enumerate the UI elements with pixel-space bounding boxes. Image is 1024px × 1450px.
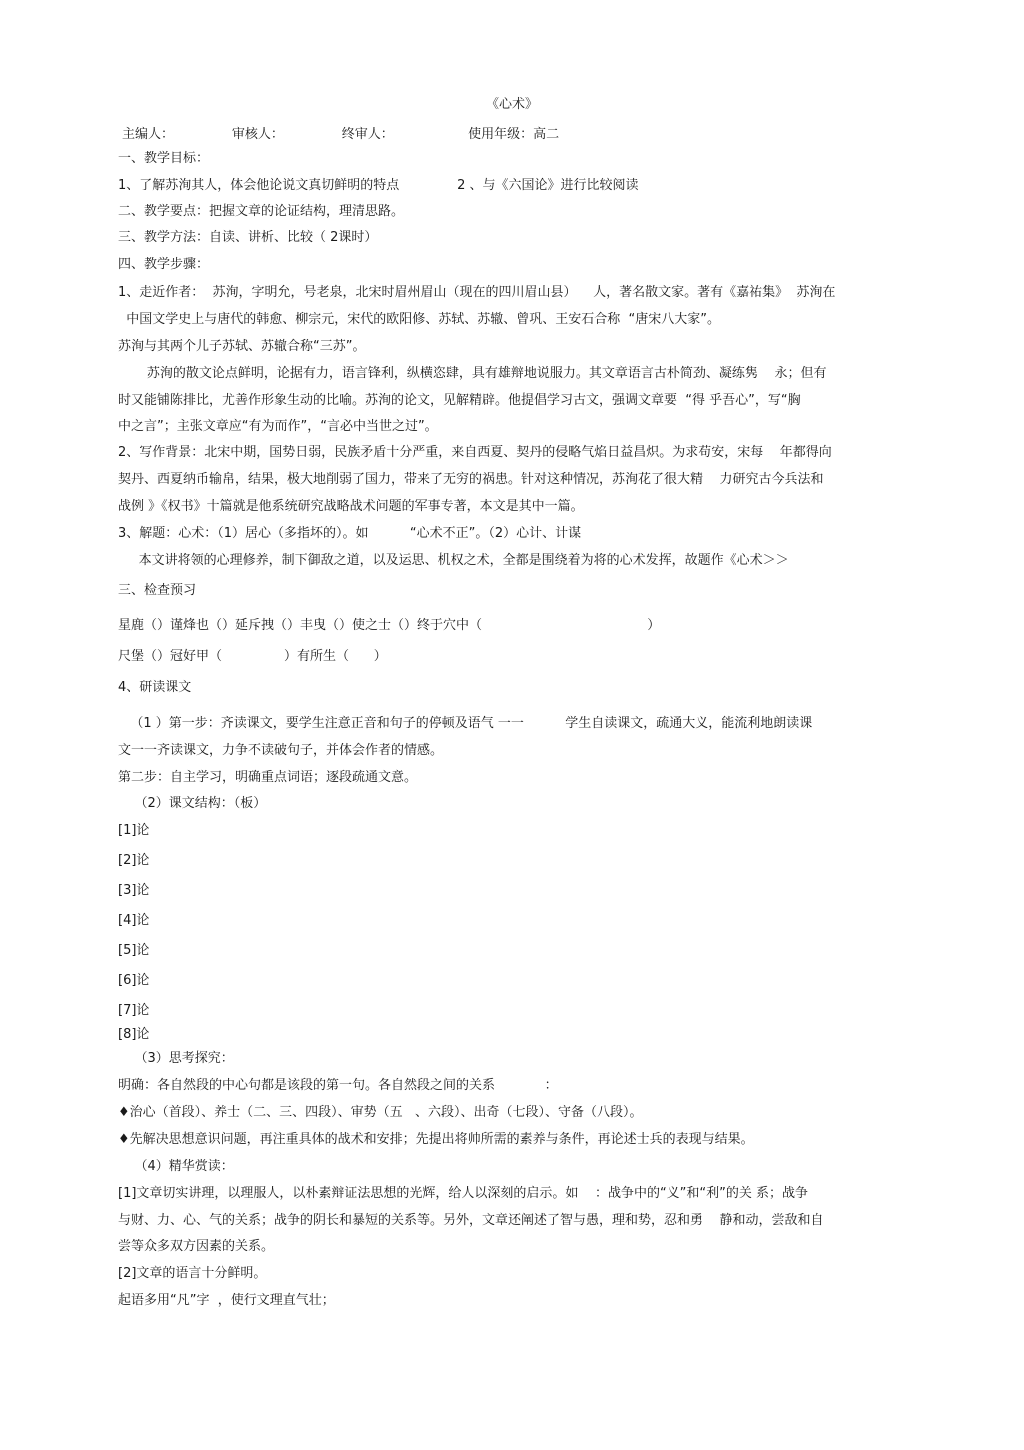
text-line: （1 ）第一步：齐读课文，要学生注意正音和句子的停顿及语气 一一 学生自读课文，疏通大义，能流利地朗读课 bbox=[118, 716, 813, 731]
text-line: [1]文章切实讲理，以理服人，以朴素辩证法思想的光辉，给人以深刻的启示。如 ：战争中的“义”和“利”的关 系；战争 bbox=[118, 1186, 809, 1201]
text-line: 4、研读课文 bbox=[118, 680, 192, 695]
text-line: [4]论 bbox=[118, 913, 150, 928]
text-line: 三、检查预习 bbox=[118, 583, 197, 598]
text-line: （4）精华赏读： bbox=[118, 1159, 234, 1174]
text-line: [6]论 bbox=[118, 973, 150, 988]
header-line: 主编人： 审核人： 终审人： 使用年级：高二 bbox=[122, 127, 560, 142]
text-line: （2）课文结构：（板） bbox=[118, 796, 267, 811]
text-line: [3]论 bbox=[118, 883, 150, 898]
text-line: 中国文学史上与唐代的韩愈、柳宗元，宋代的欧阳修、苏轼、苏辙、曾巩、王安石合称 “唐宋八大家”。 bbox=[118, 312, 720, 327]
text-line: 起语多用“凡”字 ，使行文理直气壮； bbox=[118, 1293, 335, 1308]
text-line: 与财、力、心、气的关系；战争的阴长和暴短的关系等。另外，文章还阐述了智与愚，理和势，忍和勇 静和动，尝敌和自 bbox=[118, 1213, 824, 1228]
text-line: 本文讲将领的心理修养，制下御敌之道，以及运思、机权之术，全都是围绕着为将的心术发挥，故题作《心术＞＞ bbox=[118, 553, 789, 568]
text-line: [7]论 bbox=[118, 1003, 150, 1018]
text-line: 星鹿（）谨烽也（）延斥拽（）丰曳（）使之士（）终于穴中（ ） bbox=[118, 618, 661, 633]
text-line: 三、教学方法：自读、讲析、比较（ 2课时） bbox=[118, 230, 378, 245]
text-line: 四、教学步骤： bbox=[118, 257, 210, 272]
text-line: 2、写作背景：北宋中期，国势日弱，民族矛盾十分严重，来自西夏、契丹的侵略气焰日益昌炽。为求苟安，宋每 年都得向 bbox=[118, 445, 832, 460]
text-line: ♦先解决思想意识问题，再注重具体的战术和安排；先提出将帅所需的素养与条件，再论述士兵的表现与结果。 bbox=[118, 1132, 754, 1147]
text-line: 时又能铺陈排比，尤善作形象生动的比喻。苏洵的论文，见解精辟。他提倡学习古文，强调文章要 “得 乎吾心”，写“胸 bbox=[118, 393, 801, 408]
text-line: [1]论 bbox=[118, 823, 150, 838]
document-title: 《心术》 bbox=[485, 97, 538, 112]
text-line: 尝等众多双方因素的关系。 bbox=[118, 1239, 275, 1254]
text-line: ♦治心（首段）、养士（二、三、四段）、审势（五 、六段）、出奇（七段）、守备（八段）。 bbox=[118, 1105, 643, 1120]
text-line: 苏洵的散文论点鲜明，论据有力，语言锋利，纵横恣肆，具有雄辩地说服力。其文章语言古朴简劲、凝练隽 永；但有 bbox=[118, 366, 827, 381]
text-line: 二、教学要点：把握文章的论证结构，理清思路。 bbox=[118, 204, 405, 219]
text-line: 1、走近作者： 苏洵，字明允，号老泉，北宋时眉州眉山（现在的四川眉山县） 人，著名散文家。著有《嘉祐集》 苏洵在 bbox=[118, 285, 836, 300]
text-line: （3）思考探究： bbox=[118, 1051, 234, 1066]
text-line: [8]论 bbox=[118, 1027, 150, 1042]
text-line: 战例 》《权书》十篇就是他系统研究战略战术问题的军事专著，本文是其中一篇。 bbox=[118, 499, 584, 514]
text-line: 中之言”；主张文章应“有为而作”，“言必中当世之过”。 bbox=[118, 419, 438, 434]
text-line: 契丹、西夏纳币输帛，结果，极大地削弱了国力，带来了无穷的祸患。针对这种情况，苏洵花了很大精 力研究古今兵法和 bbox=[118, 472, 824, 487]
text-line: 苏洵与其两个儿子苏轼、苏辙合称“三苏”。 bbox=[118, 339, 366, 354]
text-line: 3、解题：心术：（1）居心（多指坏的）。如 “心术不正”。（2）心计、计谋 bbox=[118, 526, 582, 541]
text-line: 第二步：自主学习，明确重点词语；逐段疏通文意。 bbox=[118, 770, 418, 785]
text-line: [2]文章的语言十分鲜明。 bbox=[118, 1266, 267, 1281]
text-line: [2]论 bbox=[118, 853, 150, 868]
text-line: 一、教学目标： bbox=[118, 151, 210, 166]
text-line: 明确：各自然段的中心句都是该段的第一句。各自然段之间的关系 ： bbox=[118, 1078, 558, 1093]
text-line: 尺堡（）冠好甲（ ）有所生（ ） bbox=[118, 649, 387, 664]
text-line: 文一一齐读课文，力争不读破句子，并体会作者的情感。 bbox=[118, 743, 444, 758]
text-line: [5]论 bbox=[118, 943, 150, 958]
text-line: 1、了解苏洵其人，体会他论说文真切鲜明的特点 2 、与《六国论》进行比较阅读 bbox=[118, 178, 639, 193]
